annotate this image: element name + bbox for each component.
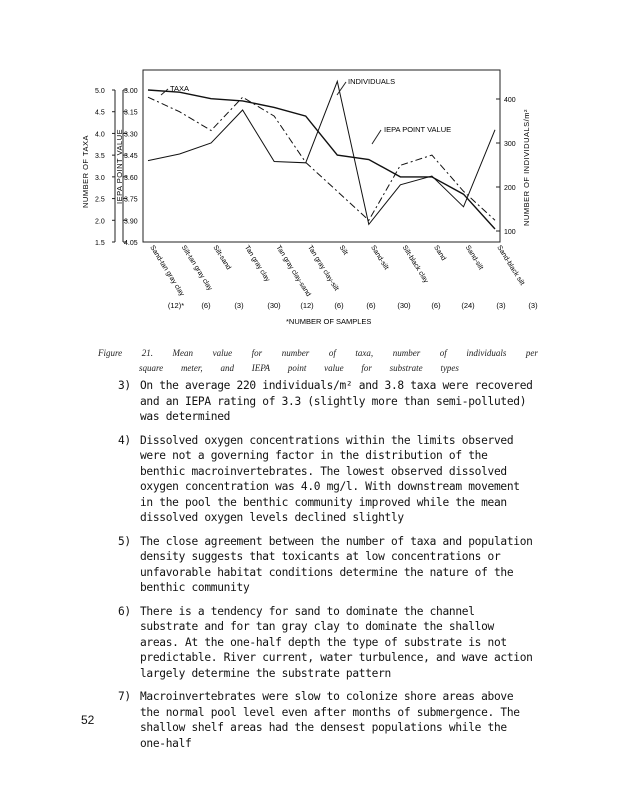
list-item-number: 6) bbox=[118, 604, 131, 618]
category-label: Silt-black clay bbox=[400, 244, 430, 285]
caption-word: number bbox=[392, 348, 421, 358]
caption-word: number bbox=[281, 348, 310, 358]
caption-word: types bbox=[440, 363, 459, 373]
category-label: Tan gray clay-silt bbox=[306, 244, 340, 293]
list-item-number: 4) bbox=[118, 433, 131, 447]
caption-line-2 bbox=[98, 361, 459, 376]
list-item-number: 5) bbox=[118, 534, 131, 548]
iepa-tick-label: 3.00 bbox=[124, 88, 138, 95]
sample-count-label: (6) bbox=[366, 301, 376, 310]
list-item-text: The close agreement between the number of taxa and population density suggests that toxicants at low concentrations or unfavorable habitat conditions determine the nature of the benthic community bbox=[140, 534, 533, 594]
caption-word: taxa, bbox=[355, 348, 374, 358]
category-label: Tan gray clay-sand bbox=[274, 244, 312, 298]
sample-count-label: (30) bbox=[267, 301, 281, 310]
list-item bbox=[118, 433, 538, 526]
taxa-series-line bbox=[148, 90, 495, 229]
iepa-tick-label: 3.90 bbox=[124, 218, 138, 226]
sample-count-label: (6) bbox=[201, 301, 211, 310]
individuals-tick-label: 300 bbox=[504, 141, 516, 148]
sample-count-label: (6) bbox=[431, 301, 441, 310]
caption-word: Mean bbox=[172, 348, 194, 358]
iepa-tick-label: 3.60 bbox=[124, 174, 138, 182]
taxa-tick-label: 3.0 bbox=[95, 174, 105, 182]
sample-count-label: (12) bbox=[300, 301, 314, 310]
individuals-axis-label: NUMBER OF INDIVIDUALS/m² bbox=[522, 108, 531, 226]
caption-word: individuals bbox=[466, 348, 507, 358]
list-item-text: Macroinvertebrates were slow to colonize shore areas above the normal pool level even after months of submergence. The shallow shelf areas had the densest populations while the one-half bbox=[140, 690, 520, 750]
caption-word: value bbox=[324, 363, 344, 373]
sample-count-label: (3) bbox=[496, 301, 506, 310]
caption-word: square bbox=[139, 363, 164, 373]
iepa-tick-label: 3.30 bbox=[124, 131, 138, 139]
category-label: Silt-tan gray clay bbox=[179, 244, 214, 292]
category-label: Sand-black silt bbox=[495, 244, 526, 287]
caption-word: per bbox=[525, 348, 538, 358]
caption-word: value bbox=[212, 348, 233, 358]
individuals-series-label: INDIVIDUALS bbox=[348, 77, 396, 86]
individuals-tick-label: 200 bbox=[504, 185, 516, 192]
x-axis-label: *NUMBER OF SAMPLES bbox=[286, 317, 372, 326]
sample-count-label: (12)* bbox=[167, 301, 185, 310]
list-item-text: There is a tendency for sand to dominate the channel substrate and for tan gray clay to dominate the shallow areas. At the one-half depth the type of substrate is not predictable. River current, water turbulence, and wave action largely determine the substrate pattern bbox=[140, 604, 533, 680]
taxa-series-label: TAXA bbox=[170, 84, 190, 93]
list-item-text: Dissolved oxygen concentrations within the limits observed were not a governing factor in the distribution of the benthic macroinvertebrates. The lowest observed dissolved oxygen concentration was 4.0 mg/l. With downstream movement in the pool the benthic community improved while the mean dissolved oxygen levels declined slightly bbox=[140, 433, 520, 524]
caption-word: Figure bbox=[98, 348, 123, 358]
figure-21-chart bbox=[0, 0, 628, 340]
caption-word: 21. bbox=[141, 348, 153, 358]
caption-word: of bbox=[439, 348, 447, 358]
sample-count-label: (24) bbox=[461, 301, 475, 310]
sample-count-label: (3) bbox=[528, 301, 538, 310]
caption-line-1 bbox=[98, 346, 538, 361]
iepa-tick-label: 3.45 bbox=[124, 153, 138, 161]
page-number: 52 bbox=[81, 713, 95, 727]
category-label: Silt bbox=[337, 244, 349, 257]
indiv-series-line bbox=[148, 81, 495, 224]
category-label: Sand-silt bbox=[463, 244, 485, 272]
individuals-tick-label: 100 bbox=[504, 229, 516, 236]
figure-caption bbox=[98, 346, 538, 376]
caption-word: for bbox=[251, 348, 263, 358]
iepa-axis-label: IEPA POINT VALUE bbox=[115, 128, 124, 204]
list-item bbox=[118, 689, 538, 751]
iepa-series-line bbox=[148, 97, 495, 220]
sample-count-label: (3) bbox=[234, 301, 244, 310]
taxa-tick-label: 4.5 bbox=[95, 109, 105, 117]
iepa-series-label: IEPA POINT VALUE bbox=[384, 125, 452, 134]
category-label: Silt-sand bbox=[211, 244, 232, 272]
category-label: Sand-tan gray clay bbox=[148, 244, 186, 298]
caption-word: and bbox=[220, 363, 234, 373]
taxa-tick-label: 1.5 bbox=[95, 240, 105, 247]
list-item-text: On the average 220 individuals/m² and 3.8 taxa were recovered and an IEPA rating of 3.3 (slightly more than semi-polluted) was determined bbox=[140, 379, 533, 423]
iepa-tick-label: 4.05 bbox=[124, 240, 138, 247]
caption-word: meter, bbox=[180, 363, 203, 373]
iepa-tick-label: 3.75 bbox=[124, 196, 138, 204]
caption-word: IEPA bbox=[251, 363, 271, 373]
taxa-tick-label: 3.5 bbox=[95, 153, 105, 161]
category-label: Tan gray clay bbox=[242, 244, 271, 284]
iepa-tick-label: 3.15 bbox=[124, 109, 138, 117]
findings-list bbox=[118, 378, 538, 759]
taxa-tick-label: 5.0 bbox=[95, 88, 105, 95]
caption-word: substrate bbox=[389, 363, 423, 373]
list-item bbox=[118, 604, 538, 682]
category-label: Sand-silt bbox=[369, 244, 390, 272]
caption-word: point bbox=[287, 363, 307, 373]
list-item bbox=[118, 534, 538, 596]
list-item-number: 7) bbox=[118, 690, 131, 703]
list-item bbox=[118, 378, 538, 425]
sample-count-label: (30) bbox=[397, 301, 411, 310]
caption-word: of bbox=[328, 348, 336, 358]
individuals-tick-label: 400 bbox=[504, 97, 516, 104]
iepa-label-leader bbox=[372, 130, 381, 144]
category-label: Sand bbox=[432, 244, 447, 262]
taxa-tick-label: 4.0 bbox=[95, 131, 105, 139]
taxa-axis-label: NUMBER OF TAXA bbox=[81, 135, 90, 208]
list-item-number: 3) bbox=[118, 379, 131, 392]
taxa-tick-label: 2.0 bbox=[95, 218, 105, 226]
sample-count-label: (6) bbox=[334, 301, 344, 310]
caption-word: for bbox=[361, 363, 372, 373]
taxa-tick-label: 2.5 bbox=[95, 196, 105, 204]
